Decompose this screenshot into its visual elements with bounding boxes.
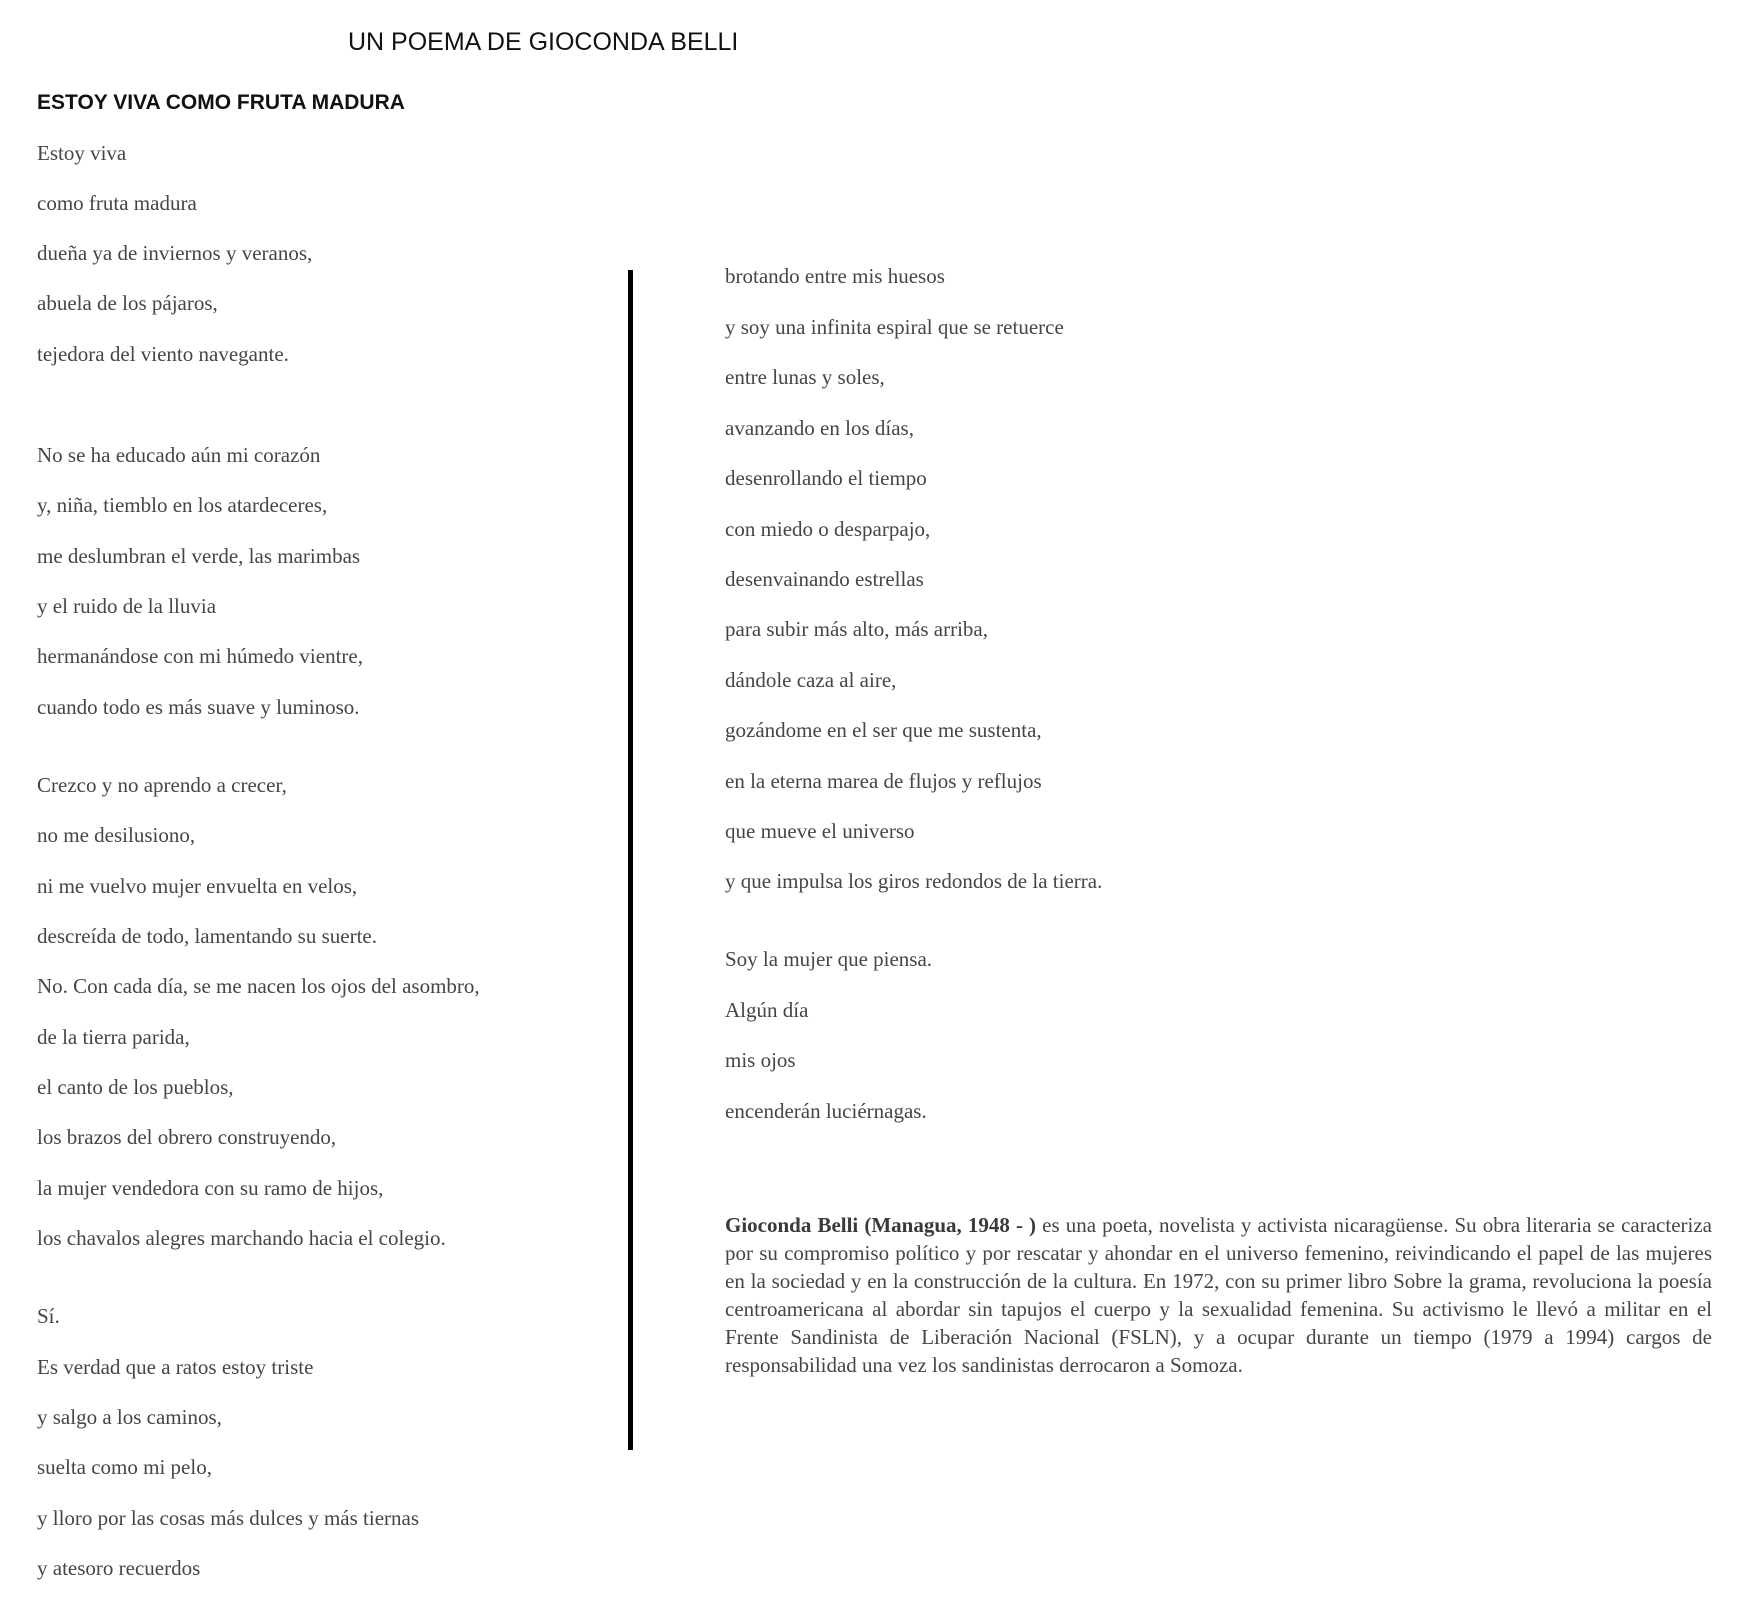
poem-line: brotando entre mis huesos (725, 264, 945, 288)
author-bio (725, 1211, 1712, 1379)
poem-line: y salgo a los caminos, (37, 1405, 222, 1429)
poem-line: de la tierra parida, (37, 1025, 190, 1049)
poem-line: cuando todo es más suave y luminoso. (37, 695, 360, 719)
poem-line: para subir más alto, más arriba, (725, 617, 988, 641)
poem-line: mis ojos (725, 1048, 796, 1072)
poem-line: dándole caza al aire, (725, 668, 897, 692)
poem-line: como fruta madura (37, 191, 197, 215)
poem-line: los brazos del obrero construyendo, (37, 1125, 337, 1149)
poem-line: y, niña, tiemblo en los atardeceres, (37, 493, 328, 517)
poem-line: la mujer vendedora con su ramo de hijos, (37, 1176, 384, 1200)
column-divider (628, 270, 633, 1450)
poem-line: tejedora del viento navegante. (37, 342, 289, 366)
poem-title: ESTOY VIVA COMO FRUTA MADURA (37, 91, 405, 114)
poem-line: y lloro por las cosas más dulces y más tiernas (37, 1506, 419, 1530)
poem-line: descreída de todo, lamentando su suerte. (37, 924, 377, 948)
poem-line: y soy una infinita espiral que se retuerce (725, 315, 1064, 339)
poem-line: abuela de los pájaros, (37, 291, 218, 315)
poem-line: Es verdad que a ratos estoy triste (37, 1355, 314, 1379)
poem-line: y el ruido de la lluvia (37, 594, 217, 618)
poem-line: desenvainando estrellas (725, 567, 924, 591)
poem-line: encenderán luciérnagas. (725, 1099, 927, 1123)
poem-line: me deslumbran el verde, las marimbas (37, 544, 361, 568)
poem-line: y que impulsa los giros redondos de la tierra. (725, 869, 1103, 893)
poem-line: suelta como mi pelo, (37, 1455, 212, 1479)
poem-line: que mueve el universo (725, 819, 915, 843)
poem-line: el canto de los pueblos, (37, 1075, 234, 1099)
poem-line: los chavalos alegres marchando hacia el colegio. (37, 1226, 446, 1250)
poem-line: No. Con cada día, se me nacen los ojos del asombro, (37, 974, 480, 998)
poem-line: No se ha educado aún mi corazón (37, 443, 321, 467)
page-title: UN POEMA DE GIOCONDA BELLI (348, 28, 739, 56)
poem-line: con miedo o desparpajo, (725, 517, 931, 541)
poem-line: desenrollando el tiempo (725, 466, 927, 490)
poem-line: hermanándose con mi húmedo vientre, (37, 644, 363, 668)
poem-line: no me desilusiono, (37, 823, 196, 847)
poem-line: Crezco y no aprendo a crecer, (37, 773, 287, 797)
poem-line: avanzando en los días, (725, 416, 914, 440)
author-bio-name: Gioconda Belli (Managua, 1948 - ) (725, 1213, 1037, 1237)
poem-line: en la eterna marea de flujos y reflujos (725, 769, 1042, 793)
poem-line: dueña ya de inviernos y veranos, (37, 241, 313, 265)
poem-line: gozándome en el ser que me sustenta, (725, 718, 1042, 742)
poem-line: ni me vuelvo mujer envuelta en velos, (37, 874, 358, 898)
poem-line: Sí. (37, 1304, 60, 1328)
poem-line: Estoy viva (37, 141, 127, 165)
poem-line: entre lunas y soles, (725, 365, 885, 389)
author-bio-text: es una poeta, novelista y activista nicaragüense. Su obra literaria se caracteriza por su compromiso político y por rescatar y ahondar en el universo femenino, reivindicando el papel de las mujeres en la sociedad y en la construcción de la cultura. En 1972, con su primer libro Sobre la grama, revoluciona la poesía centroamericana al abordar sin tapujos el cuerpo y la sexualidad femenina. Su activismo le llevó a militar en el Frente Sandinista de Liberación Nacional (FSLN), y a ocupar durante un tiempo (1979 a 1994) cargos de responsabilidad una vez los sandinistas derrocaron a Somoza. (725, 1213, 1712, 1377)
poem-line: y atesoro recuerdos (37, 1556, 201, 1580)
poem-line: Soy la mujer que piensa. (725, 947, 933, 971)
poem-line: Algún día (725, 998, 809, 1022)
